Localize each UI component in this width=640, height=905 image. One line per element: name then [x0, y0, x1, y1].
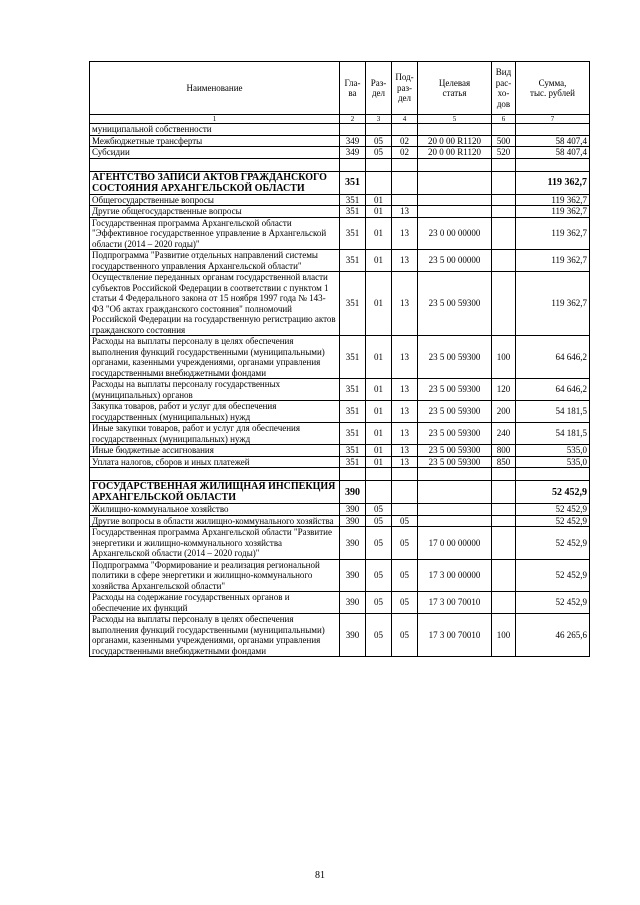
- cell-target: 23 5 00 59300: [418, 401, 492, 423]
- table-row: [90, 272, 590, 336]
- column-number: 1: [90, 115, 340, 124]
- cell-glava: 351: [340, 401, 366, 423]
- column-number-row: [90, 115, 590, 124]
- header-name: Наименование: [90, 62, 340, 115]
- cell-vid: [492, 481, 516, 504]
- table-row: [90, 592, 590, 614]
- cell-name: Межбюджетные трансферты: [90, 135, 340, 147]
- header-podrazdel: Под- раз- дел: [392, 62, 418, 115]
- cell-podrazdel: 13: [392, 272, 418, 336]
- cell-target: 23 5 00 00000: [418, 250, 492, 272]
- cell-glava: 390: [340, 527, 366, 560]
- spacer-cell: [90, 158, 340, 171]
- cell-podrazdel: [392, 504, 418, 516]
- cell-razdel: 01: [366, 336, 392, 379]
- spacer-cell: [418, 158, 492, 171]
- cell-sum: 46 265,6: [516, 614, 590, 657]
- spacer-cell: [392, 158, 418, 171]
- table-row: [90, 147, 590, 159]
- cell-target: 20 0 00 R1120: [418, 135, 492, 147]
- spacer-cell: [90, 468, 340, 481]
- cell-vid: 200: [492, 401, 516, 423]
- cell-name: Жилищно-коммунальное хозяйство: [90, 504, 340, 516]
- spacer-cell: [366, 158, 392, 171]
- cell-name: Расходы на выплаты персоналу государственных (муниципальных) органов: [90, 379, 340, 401]
- header-glava: Гла- ва: [340, 62, 366, 115]
- spacer-cell: [516, 468, 590, 481]
- cell-target: 20 0 00 R1120: [418, 147, 492, 159]
- cell-razdel: 01: [366, 250, 392, 272]
- spacer-cell: [340, 468, 366, 481]
- cell-podrazdel: 13: [392, 423, 418, 445]
- cell-sum: 119 362,7: [516, 171, 590, 194]
- cell-vid: [492, 527, 516, 560]
- cell-podrazdel: 05: [392, 592, 418, 614]
- cell-name: Иные бюджетные ассигнования: [90, 445, 340, 457]
- cell-sum: 58 407,4: [516, 135, 590, 147]
- cell-razdel: 05: [366, 147, 392, 159]
- cell-razdel: 05: [366, 559, 392, 592]
- cell-target: [418, 124, 492, 136]
- cell-vid: [492, 194, 516, 206]
- table-row: [90, 206, 590, 218]
- table-row: [90, 336, 590, 379]
- table-body: [90, 124, 590, 657]
- column-number: 7: [516, 115, 590, 124]
- cell-glava: 351: [340, 272, 366, 336]
- cell-sum: 64 646,2: [516, 336, 590, 379]
- cell-target: 17 3 00 70010: [418, 614, 492, 657]
- page-number: 81: [315, 870, 325, 881]
- cell-razdel: 05: [366, 527, 392, 560]
- cell-glava: 351: [340, 250, 366, 272]
- cell-sum: 119 362,7: [516, 206, 590, 218]
- cell-target: 23 5 00 59300: [418, 445, 492, 457]
- cell-vid: 240: [492, 423, 516, 445]
- spacer-cell: [392, 468, 418, 481]
- spacer-cell: [492, 158, 516, 171]
- cell-name: Подпрограмма "Развитие отдельных направлений системы государственного управления Архангельской области": [90, 250, 340, 272]
- cell-podrazdel: [392, 171, 418, 194]
- spacer-cell: [492, 468, 516, 481]
- cell-name: Уплата налогов, сборов и иных платежей: [90, 456, 340, 468]
- cell-sum: 58 407,4: [516, 147, 590, 159]
- cell-name: Осуществление переданных органам государственной власти субъектов Российской Федерации в соответствии с пунктом 1 статьи 4 Федерального закона от 15 ноября 1997 года № 143-ФЗ "Об актах гражданского состояния" полномочий Российской Федерации на государственную регистрацию актов гражданского состояния: [90, 272, 340, 336]
- cell-name: Подпрограмма "Формирование и реализация региональной политики в сфере энергетики и жилищно-коммунального хозяйства Архангельской области": [90, 559, 340, 592]
- cell-sum: 119 362,7: [516, 250, 590, 272]
- cell-name: Расходы на содержание государственных органов и обеспечение их функций: [90, 592, 340, 614]
- cell-podrazdel: 13: [392, 456, 418, 468]
- agency-row: [90, 171, 590, 194]
- cell-glava: 349: [340, 135, 366, 147]
- spacer-cell: [516, 158, 590, 171]
- budget-table: [89, 61, 590, 657]
- cell-glava: 351: [340, 423, 366, 445]
- cell-sum: 535,0: [516, 456, 590, 468]
- table-row: [90, 515, 590, 527]
- header-sum: Сумма, тыс. рублей: [516, 62, 590, 115]
- cell-sum: 52 452,9: [516, 515, 590, 527]
- cell-glava: 390: [340, 481, 366, 504]
- spacer-cell: [340, 158, 366, 171]
- cell-target: [418, 481, 492, 504]
- table-row: [90, 379, 590, 401]
- table-row: [90, 614, 590, 657]
- cell-razdel: 01: [366, 423, 392, 445]
- cell-sum: 119 362,7: [516, 272, 590, 336]
- cell-name: Государственная программа Архангельской области "Эффективное государственное управление в Архангельской области (2014 – 2020 годы)": [90, 217, 340, 250]
- header-target: Целевая статья: [418, 62, 492, 115]
- cell-vid: [492, 504, 516, 516]
- cell-glava: 390: [340, 592, 366, 614]
- cell-target: 23 0 00 00000: [418, 217, 492, 250]
- cell-vid: [492, 124, 516, 136]
- cell-podrazdel: 13: [392, 336, 418, 379]
- table-row: [90, 124, 590, 136]
- cell-glava: 390: [340, 559, 366, 592]
- cell-razdel: 01: [366, 206, 392, 218]
- cell-vid: 100: [492, 614, 516, 657]
- cell-target: 23 5 00 59300: [418, 379, 492, 401]
- cell-target: [418, 515, 492, 527]
- cell-sum: 52 452,9: [516, 592, 590, 614]
- cell-glava: 351: [340, 217, 366, 250]
- cell-target: 17 3 00 00000: [418, 559, 492, 592]
- cell-glava: 390: [340, 614, 366, 657]
- cell-name: Иные закупки товаров, работ и услуг для обеспечения государственных (муниципальных) нужд: [90, 423, 340, 445]
- cell-vid: 500: [492, 135, 516, 147]
- table-row: [90, 559, 590, 592]
- cell-podrazdel: 05: [392, 527, 418, 560]
- cell-target: 23 5 00 59300: [418, 423, 492, 445]
- cell-razdel: 01: [366, 456, 392, 468]
- spacer-row: [90, 468, 590, 481]
- cell-razdel: 01: [366, 445, 392, 457]
- cell-razdel: 01: [366, 379, 392, 401]
- cell-sum: 52 452,9: [516, 481, 590, 504]
- cell-vid: 520: [492, 147, 516, 159]
- cell-podrazdel: 13: [392, 445, 418, 457]
- cell-name: Общегосударственные вопросы: [90, 194, 340, 206]
- cell-razdel: 05: [366, 614, 392, 657]
- cell-razdel: 01: [366, 217, 392, 250]
- cell-vid: 100: [492, 336, 516, 379]
- cell-podrazdel: 13: [392, 206, 418, 218]
- cell-vid: [492, 272, 516, 336]
- table-row: [90, 445, 590, 457]
- cell-sum: 119 362,7: [516, 194, 590, 206]
- cell-target: [418, 194, 492, 206]
- cell-podrazdel: 02: [392, 135, 418, 147]
- cell-vid: 800: [492, 445, 516, 457]
- table-row: [90, 456, 590, 468]
- table-row: [90, 217, 590, 250]
- cell-name: Субсидии: [90, 147, 340, 159]
- cell-podrazdel: [392, 194, 418, 206]
- budget-document: [89, 61, 589, 657]
- cell-podrazdel: 13: [392, 379, 418, 401]
- cell-razdel: [366, 124, 392, 136]
- cell-sum: 54 181,5: [516, 401, 590, 423]
- cell-sum: [516, 124, 590, 136]
- cell-vid: [492, 592, 516, 614]
- cell-vid: [492, 559, 516, 592]
- cell-podrazdel: 13: [392, 250, 418, 272]
- cell-razdel: 05: [366, 135, 392, 147]
- table-row: [90, 401, 590, 423]
- cell-sum: 52 452,9: [516, 504, 590, 516]
- cell-target: 17 0 00 00000: [418, 527, 492, 560]
- cell-glava: 349: [340, 147, 366, 159]
- cell-podrazdel: [392, 481, 418, 504]
- cell-vid: [492, 515, 516, 527]
- cell-podrazdel: 05: [392, 614, 418, 657]
- cell-podrazdel: 13: [392, 217, 418, 250]
- cell-target: 17 3 00 70010: [418, 592, 492, 614]
- cell-target: [418, 504, 492, 516]
- cell-razdel: 01: [366, 401, 392, 423]
- cell-name: Государственная программа Архангельской области "Развитие энергетики и жилищно-коммунального хозяйства Архангельской области (2014 – 2020 годы)": [90, 527, 340, 560]
- cell-sum: 64 646,2: [516, 379, 590, 401]
- cell-vid: [492, 250, 516, 272]
- header-vid: Вид рас- хо- дов: [492, 62, 516, 115]
- table-row: [90, 504, 590, 516]
- spacer-cell: [418, 468, 492, 481]
- column-number: 3: [366, 115, 392, 124]
- cell-name: АГЕНТСТВО ЗАПИСИ АКТОВ ГРАЖДАНСКОГО СОСТОЯНИЯ АРХАНГЕЛЬСКОЙ ОБЛАСТИ: [90, 171, 340, 194]
- cell-vid: [492, 217, 516, 250]
- cell-glava: [340, 124, 366, 136]
- cell-glava: 351: [340, 171, 366, 194]
- cell-target: [418, 171, 492, 194]
- column-number: 6: [492, 115, 516, 124]
- cell-sum: 52 452,9: [516, 527, 590, 560]
- header-row: [90, 62, 590, 115]
- cell-razdel: [366, 171, 392, 194]
- agency-row: [90, 481, 590, 504]
- spacer-cell: [366, 468, 392, 481]
- cell-sum: 119 362,7: [516, 217, 590, 250]
- cell-podrazdel: 05: [392, 559, 418, 592]
- cell-name: Другие общегосударственные вопросы: [90, 206, 340, 218]
- cell-name: Расходы на выплаты персоналу в целях обеспечения выполнения функций государственными (муниципальными) органами, казенными учреждениями, органами управления государственными внебюджетными фондами: [90, 336, 340, 379]
- cell-name: муниципальной собственности: [90, 124, 340, 136]
- cell-vid: [492, 171, 516, 194]
- cell-sum: 52 452,9: [516, 559, 590, 592]
- cell-razdel: 01: [366, 272, 392, 336]
- cell-vid: 120: [492, 379, 516, 401]
- cell-podrazdel: [392, 124, 418, 136]
- cell-razdel: 05: [366, 592, 392, 614]
- cell-glava: 351: [340, 379, 366, 401]
- cell-glava: 351: [340, 336, 366, 379]
- cell-name: Расходы на выплаты персоналу в целях обеспечения выполнения функций государственными (муниципальными) органами, казенными учреждениями, органами управления государственными внебюджетными фондами: [90, 614, 340, 657]
- table-row: [90, 135, 590, 147]
- cell-razdel: 05: [366, 515, 392, 527]
- cell-target: [418, 206, 492, 218]
- cell-podrazdel: 13: [392, 401, 418, 423]
- column-number: 5: [418, 115, 492, 124]
- table-row: [90, 194, 590, 206]
- table-row: [90, 423, 590, 445]
- cell-glava: 390: [340, 515, 366, 527]
- cell-razdel: 05: [366, 504, 392, 516]
- cell-target: 23 5 00 59300: [418, 456, 492, 468]
- cell-podrazdel: 02: [392, 147, 418, 159]
- cell-sum: 535,0: [516, 445, 590, 457]
- cell-glava: 351: [340, 206, 366, 218]
- cell-glava: 351: [340, 445, 366, 457]
- cell-podrazdel: 05: [392, 515, 418, 527]
- cell-name: Другие вопросы в области жилищно-коммунального хозяйства: [90, 515, 340, 527]
- cell-vid: [492, 206, 516, 218]
- cell-razdel: [366, 481, 392, 504]
- cell-glava: 390: [340, 504, 366, 516]
- cell-glava: 351: [340, 194, 366, 206]
- cell-glava: 351: [340, 456, 366, 468]
- column-number: 2: [340, 115, 366, 124]
- spacer-row: [90, 158, 590, 171]
- cell-sum: 54 181,5: [516, 423, 590, 445]
- cell-target: 23 5 00 59300: [418, 272, 492, 336]
- cell-razdel: 01: [366, 194, 392, 206]
- cell-vid: 850: [492, 456, 516, 468]
- table-row: [90, 527, 590, 560]
- cell-name: ГОСУДАРСТВЕННАЯ ЖИЛИЩНАЯ ИНСПЕКЦИЯ АРХАНГЕЛЬСКОЙ ОБЛАСТИ: [90, 481, 340, 504]
- column-number: 4: [392, 115, 418, 124]
- table-row: [90, 250, 590, 272]
- cell-target: 23 5 00 59300: [418, 336, 492, 379]
- cell-name: Закупка товаров, работ и услуг для обеспечения государственных (муниципальных) нужд: [90, 401, 340, 423]
- header-razdel: Раз- дел: [366, 62, 392, 115]
